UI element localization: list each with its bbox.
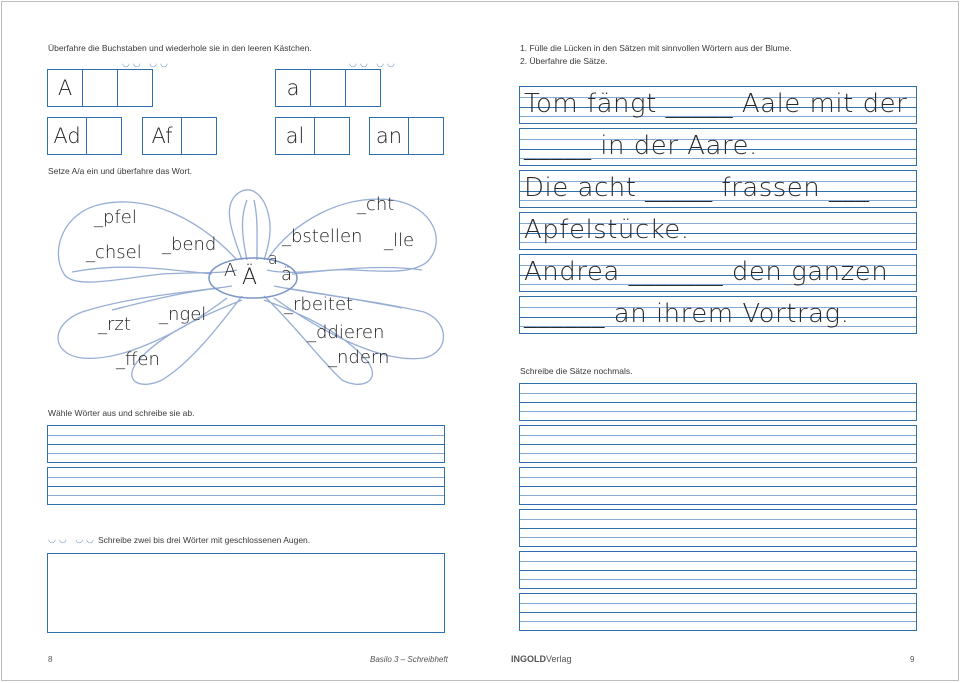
letter-box-empty[interactable]	[345, 69, 381, 107]
flower-word: _lle	[384, 230, 415, 251]
workbook-spread	[1, 1, 959, 681]
writing-lines[interactable]	[519, 509, 917, 547]
footer-book-title: Basilo 3 – Schreibheft	[370, 655, 448, 664]
syllable-boxes-an	[369, 117, 444, 155]
flower-word: _chsel	[86, 242, 142, 263]
instruction-trace-letters: Überfahre die Buchstaben und wiederhole sie in den leeren Kästchen.	[48, 43, 312, 53]
instruction-insert-letter: Setze A/a ein und überfahre das Wort.	[48, 166, 192, 176]
writing-lines[interactable]	[519, 551, 917, 589]
sentence-text: Tom fängt _____ Aale mit der	[524, 89, 908, 119]
letter-boxes-uppercase	[47, 69, 153, 107]
letter-boxes-lowercase	[275, 69, 381, 107]
flower-word: _bend	[162, 234, 217, 255]
flower-vein	[242, 200, 247, 260]
syllable-boxes-al	[275, 117, 350, 155]
publisher-logo-bold: INGOLD	[511, 654, 546, 664]
letter-box: a	[275, 69, 311, 107]
sentence-line[interactable]	[519, 212, 917, 250]
sentence-line[interactable]	[519, 128, 917, 166]
syllable-box: Ad	[47, 117, 87, 155]
flower-word: _bstellen	[282, 226, 363, 247]
sentence-text: Andrea _______ den ganzen	[524, 257, 889, 287]
flower-center-letter: A	[224, 260, 237, 281]
free-writing-box[interactable]	[47, 553, 445, 633]
publisher-logo	[511, 654, 572, 664]
instruction-closed-eyes: Schreibe zwei bis drei Wörter mit geschlossenen Augen.	[98, 535, 311, 545]
flower-center-letter: a	[268, 249, 278, 268]
sentence-line[interactable]	[519, 86, 917, 124]
publisher-logo-rest: Verlag	[546, 654, 572, 664]
closed-eyes-icon: ◡◡ ◡◡	[122, 58, 171, 68]
syllable-box-empty[interactable]	[314, 117, 350, 155]
flower-word: _pfel	[94, 207, 137, 228]
sentence-text: Die acht _____ frassen ___	[524, 173, 870, 203]
letter-box-empty[interactable]	[82, 69, 118, 107]
syllable-box: al	[275, 117, 315, 155]
flower-center-letter: Ä	[242, 265, 258, 290]
closed-eyes-icon: ◡◡ ◡◡	[48, 534, 97, 544]
instruction-trace-sentences: 2. Überfahre die Sätze.	[520, 56, 608, 66]
instruction-rewrite-sentences: Schreibe die Sätze nochmals.	[520, 366, 633, 376]
syllable-box-empty[interactable]	[408, 117, 444, 155]
writing-lines[interactable]	[519, 593, 917, 631]
letter-box-empty[interactable]	[117, 69, 153, 107]
flower-word: _ddieren	[307, 322, 385, 343]
syllable-box: Af	[142, 117, 182, 155]
closed-eyes-icon: ◡◡ ◡◡	[349, 58, 398, 68]
letter-box-empty[interactable]	[310, 69, 346, 107]
syllable-box-empty[interactable]	[181, 117, 217, 155]
flower-vein	[254, 200, 257, 260]
sentence-line[interactable]	[519, 170, 917, 208]
sentence-text: _____ in der Aare.	[524, 131, 758, 161]
sentence-text: Apfelstücke.	[524, 215, 690, 245]
writing-lines[interactable]	[47, 467, 445, 505]
flower-word: _rbeitet	[284, 294, 354, 315]
flower-center-letter: ä	[281, 264, 293, 285]
flower-word: _cht	[357, 194, 395, 215]
instruction-fill-gaps: 1. Fülle die Lücken in den Sätzen mit sinnvollen Wörtern aus der Blume.	[520, 43, 792, 53]
writing-lines[interactable]	[519, 467, 917, 505]
flower-word: _ngel	[159, 304, 207, 325]
letter-box: A	[47, 69, 83, 107]
writing-lines[interactable]	[47, 425, 445, 463]
syllable-box-empty[interactable]	[86, 117, 122, 155]
page-number-left: 8	[48, 655, 53, 664]
instruction-copy-words: Wähle Wörter aus und schreibe sie ab.	[48, 408, 195, 418]
writing-lines[interactable]	[519, 383, 917, 421]
sentence-line[interactable]	[519, 254, 917, 292]
sentence-line[interactable]	[519, 296, 917, 334]
flower-word: _rzt	[98, 314, 131, 335]
page-number-right: 9	[910, 655, 915, 664]
sentence-text: ______ an ihrem Vortrag.	[524, 299, 850, 329]
flower-word: _ndern	[328, 347, 390, 368]
flower-word: _ffen	[116, 349, 160, 370]
writing-lines[interactable]	[519, 425, 917, 463]
flower-petal	[229, 190, 270, 260]
syllable-boxes-af	[142, 117, 217, 155]
syllable-boxes-ad	[47, 117, 122, 155]
syllable-box: an	[369, 117, 409, 155]
